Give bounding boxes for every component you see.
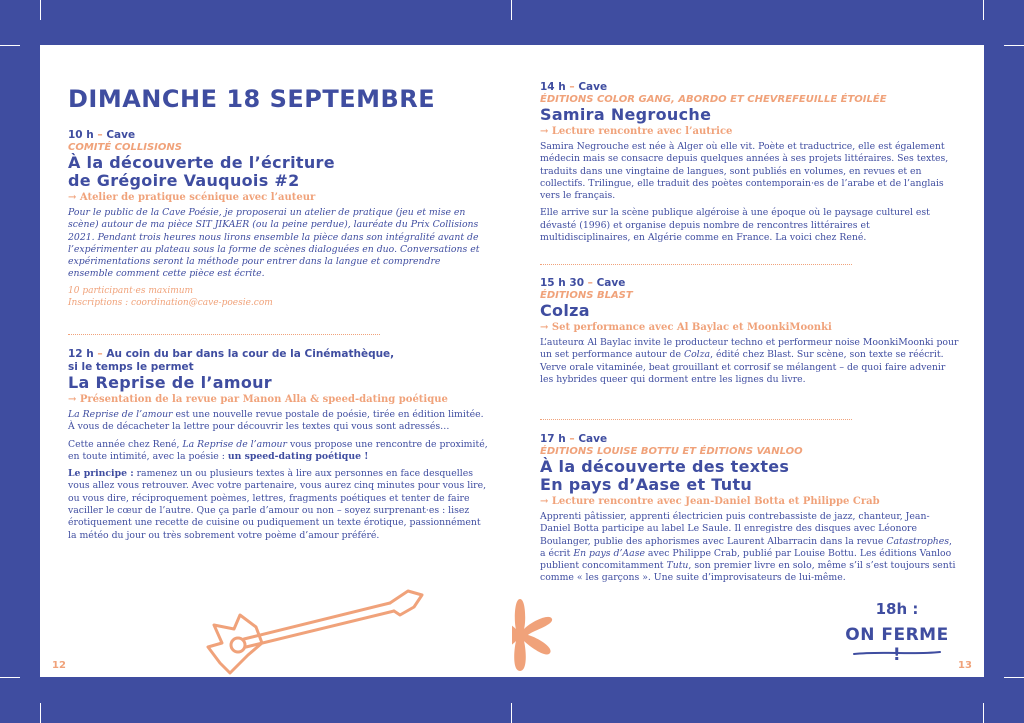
closing-text: ON FERME ! — [845, 625, 949, 665]
event-label: ÉDITIONS COLOR GANG, ABORDO ET CHEVREFEUILLE ÉTOILÉE — [540, 94, 887, 105]
event-description: L’auteurα Al Baylac invite le producteur techno et performeur noise MoonkiMoonki pour un set performance autour de Colza, édité chez Blast. Sur scène, son texte se réécrit. Verve orale vitaminée, beat grouillant et corrosif se mélangent – de quoi faire advenir les hybrides queer qui dorment entre les lignes du livre. — [540, 337, 959, 385]
event-description: La Reprise de l’amour est une nouvelle revue postale de poésie, tirée en édition limitée. À vous de décacheter la lettre pour découvrir les textes qui vous sont adressés… Cette année chez René, La Reprise de l’amour vous propose une rencontre de proximité, en toute intimité, avec la poésie : un speed-dating poétique ! Le principe : ramenez un ou plusieurs textes à lire aux personnes en face desquelles vous allez vous retrouver. Avec votre partenaire, vous aurez cinq minutes pour vous lire, ou vous dire, réciproquement poèmes, lettres, fragments poétiques et tenter de faire vaciller le cœur de l’autre. Que ça parle d’amour ou non – soyez surprenant·es : lisez érotiquement une recette de cuisine ou pudiquement un texte érotique, passionnément la météo du jour ou très sobrement votre poème d’amour préféré. — [68, 409, 488, 541]
event-time: 10 h – Cave — [68, 129, 136, 141]
event-heading: Samira Negrouche — [540, 105, 712, 124]
event-subtitle: → Lecture rencontre avec l’autrice — [540, 126, 733, 137]
crop-mark — [40, 703, 41, 723]
event-heading: Colza — [540, 301, 590, 320]
event-heading: À la découverte de l’écriture de Grégoire Vauquois #2 — [68, 153, 335, 190]
event-description: Apprenti pâtissier, apprenti électricien puis contrebassiste de jazz, chanteur, Jean-Daniel Botta participe au label Le Saule. Il enregistre des disques avec Léonore Boulanger, publie des aphorismes avec Laurent Albarracin dans la revue Catastrophes, a écrit En pays d’Aase avec Philippe Crab, publié par Louise Bottu. Les éditions Vanloo publient concomitamment Tutu, son premier livre en solo, même s’il s’est toujours senti comme « les garçons ». Une suite d’improvisateurs de lui-même. — [540, 511, 956, 584]
event-14h — [540, 81, 960, 249]
event-heading: La Reprise de l’amour — [68, 373, 272, 392]
event-subtitle: → Atelier de pratique scénique avec l’auteur — [68, 192, 316, 203]
event-time: 12 h – Au coin du bar dans la cour de la Cinémathèque, si le temps le permet — [68, 348, 395, 373]
closing-underline — [852, 649, 942, 657]
event-time: 17 h – Cave — [540, 433, 608, 445]
crop-mark — [511, 703, 512, 723]
event-heading: À la découverte des textes En pays d’Aase et Tutu — [540, 457, 790, 494]
event-12h — [68, 348, 488, 547]
crop-mark — [1004, 45, 1024, 46]
star-illustration — [512, 593, 560, 677]
event-subtitle: → Lecture rencontre avec Jean-Daniel Botta et Philippe Crab — [540, 496, 880, 507]
guitar-illustration — [200, 585, 430, 677]
event-time: 14 h – Cave — [540, 81, 608, 93]
left-page — [40, 45, 512, 677]
event-description: Samira Negrouche est née à Alger où elle vit. Poète et traductrice, elle est également médecin mais se consacre depuis quelques années à ses projets littéraires. Ses textes, traduits dans une vingtaine de langues, sont publiés en volumes, en revues et en collectifs. Trilingue, elle traduit des poètes contemporain·es de l’arabe et de l’anglais vers le français. Elle arrive sur la scène publique algéroise à une époque où le paysage culturel est dévasté (1996) et organise depuis nombre de rencontres littéraires et multidisciplinaires, en Algérie comme en France. La voici chez René. — [540, 141, 949, 244]
crop-mark — [983, 0, 984, 20]
crop-mark — [0, 45, 20, 46]
event-10h — [68, 129, 488, 309]
dotted-separator — [68, 334, 380, 335]
dotted-separator — [540, 264, 852, 265]
event-subtitle: → Présentation de la revue par Manon Alla & speed-dating poétique — [68, 394, 448, 405]
event-subtitle: → Set performance avec Al Baylac et MoonkiMoonki — [540, 322, 832, 333]
page-number: 12 — [52, 660, 66, 671]
crop-mark — [511, 0, 512, 20]
event-time: 15 h 30 – Cave — [540, 277, 626, 289]
event-label: COMITÉ COLLISIONS — [68, 142, 182, 153]
crop-mark — [40, 0, 41, 20]
crop-mark — [1004, 677, 1024, 678]
event-label: ÉDITIONS LOUISE BOTTU ET ÉDITIONS VANLOO — [540, 446, 803, 457]
page-title: DIMANCHE 18 SEPTEMBRE — [68, 85, 436, 113]
event-label: ÉDITIONS BLAST — [540, 290, 633, 301]
event-description: Pour le public de la Cave Poésie, je proposerai un atelier de pratique (jeu et mise en scène) autour de ma pièce SIT JIKAER (ou la peine perdue), lauréate du Prix Collisions 2021. Pendant trois heures nous lirons ensemble la pièce dans son intégralité avant de l’expérimenter au plateau sous la forme de scènes dialoguées en duo. Conversations et expérimentations seront la méthode pour entrer dans la langue et comprendre ensemble comment cette pièce est écrite. — [68, 207, 480, 280]
crop-mark — [983, 703, 984, 723]
dotted-separator — [540, 419, 852, 420]
closing-time: 18h : — [875, 600, 919, 618]
event-notes: 10 participant·es maximum Inscriptions : coordination@cave-poesie.com — [68, 285, 273, 308]
event-15h30 — [540, 277, 960, 391]
event-17h — [540, 433, 960, 590]
right-page — [512, 45, 984, 677]
page-number: 13 — [958, 660, 972, 671]
crop-mark — [0, 677, 20, 678]
